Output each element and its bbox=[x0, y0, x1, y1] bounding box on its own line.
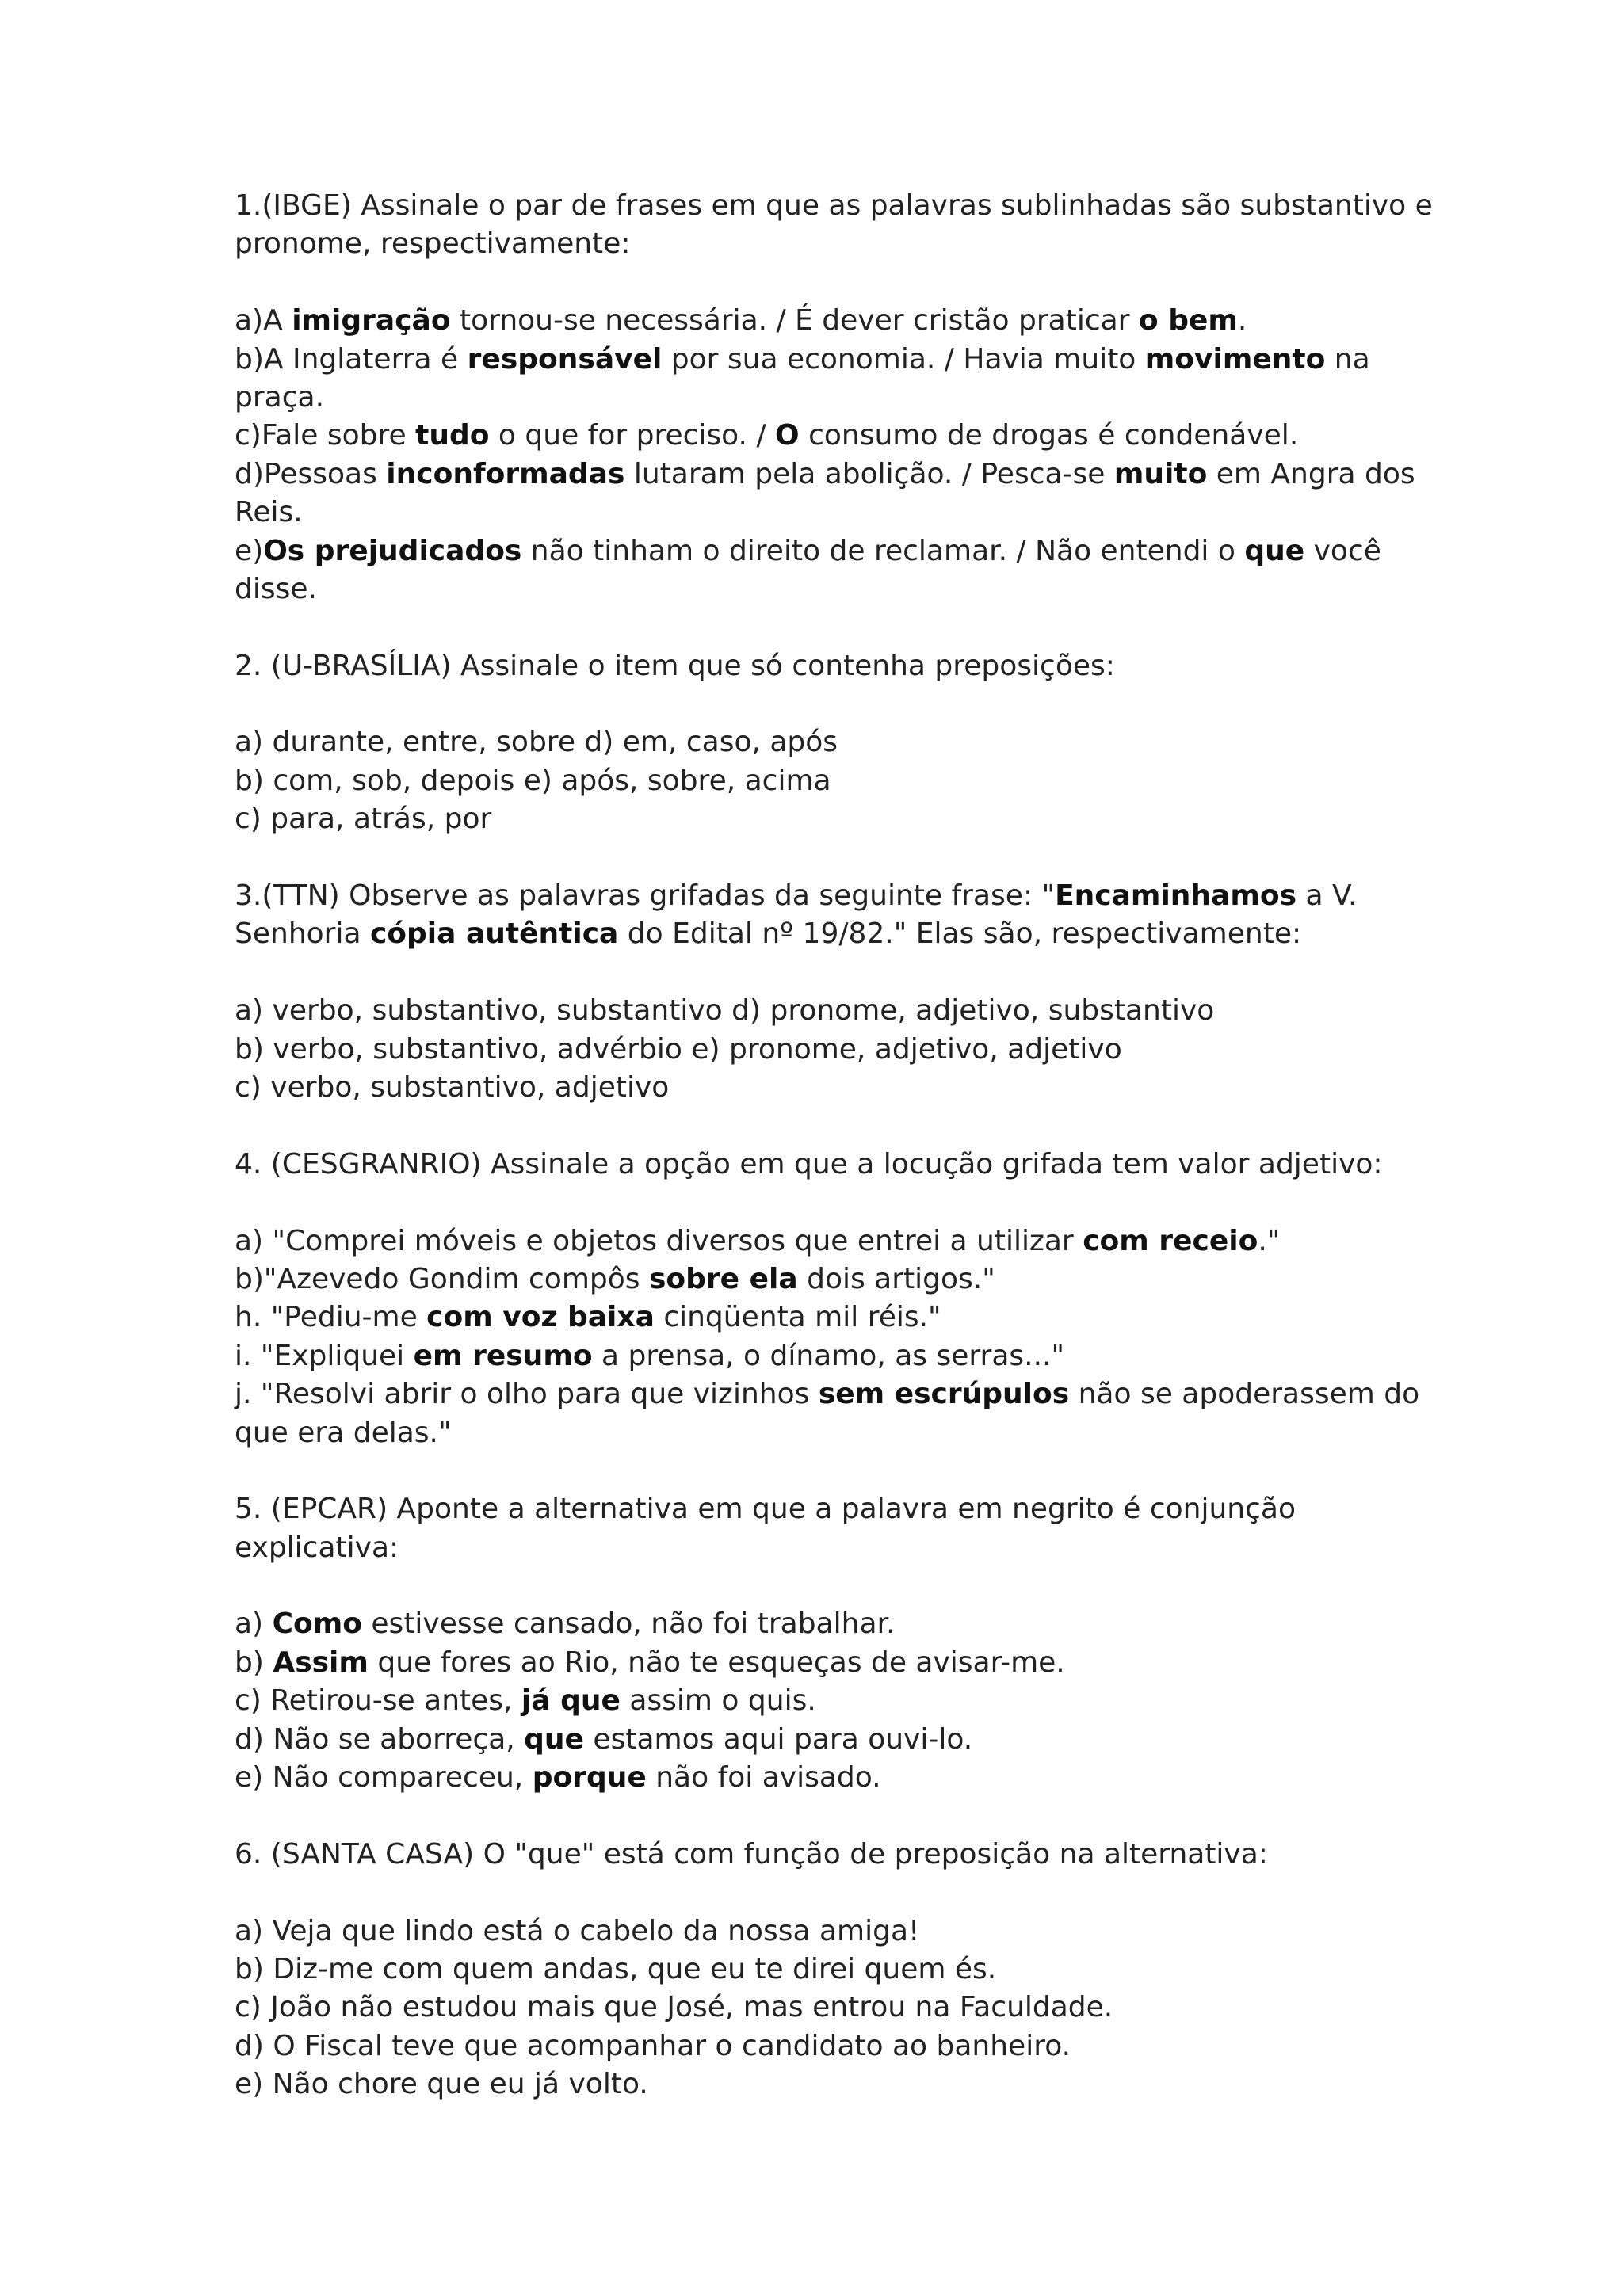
question-6-option-e: e) Não chore que eu já volto. bbox=[235, 2068, 648, 2101]
question-6-option-c: c) João não estudou mais que José, mas entrou na Faculdade. bbox=[235, 1991, 1113, 2024]
question-4-option-a: a) "Comprei móveis e objetos diversos que entrei a utilizar com receio." bbox=[235, 1224, 1281, 1257]
question-5-stem-line-1: 5. (EPCAR) Aponte a alternativa em que a palavra em negrito é conjunção bbox=[235, 1493, 1296, 1526]
question-1-option-c: c)Fale sobre tudo o que for preciso. / O consumo de drogas é condenável. bbox=[235, 419, 1299, 452]
spacer bbox=[235, 954, 1423, 992]
question-5-option-b: b) Assim que fores ao Rio, não te esqueças de avisar-me. bbox=[235, 1646, 1065, 1679]
question-6-option-d: d) O Fiscal teve que acompanhar o candidato ao banheiro. bbox=[235, 2029, 1071, 2062]
question-5-option-e: e) Não compareceu, porque não foi avisado. bbox=[235, 1761, 881, 1794]
question-4-option-i: i. "Expliquei em resumo a prensa, o dínamo, as serras..." bbox=[235, 1339, 1065, 1372]
spacer bbox=[235, 264, 1423, 302]
question-6-stem: 6. (SANTA CASA) O "que" está com função de preposição na alternativa: bbox=[235, 1837, 1268, 1871]
question-3-stem-line-2: Senhoria cópia autêntica do Edital nº 19/82." Elas são, respectivamente: bbox=[235, 917, 1302, 951]
question-1-option-b-line-1: b)A Inglaterra é responsável por sua economia. / Havia muito movimento na bbox=[235, 342, 1370, 376]
question-4-option-b: b)"Azevedo Gondim compôs sobre ela dois artigos." bbox=[235, 1262, 995, 1295]
spacer bbox=[235, 1874, 1423, 1912]
question-4-option-j-line-2: que era delas." bbox=[235, 1416, 452, 1449]
spacer bbox=[235, 685, 1423, 723]
question-2-stem: 2. (U-BRASÍLIA) Assinale o item que só contenha preposições: bbox=[235, 649, 1115, 682]
question-2-options-line-1: a) durante, entre, sobre d) em, caso, após bbox=[235, 726, 838, 759]
question-2-options-line-3: c) para, atrás, por bbox=[235, 803, 492, 836]
spacer bbox=[235, 1107, 1423, 1145]
question-1-stem-line-2: pronome, respectivamente: bbox=[235, 227, 631, 261]
document-body bbox=[235, 187, 1433, 2104]
question-1-option-d-line-1: d)Pessoas inconformadas lutaram pela abolição. / Pesca-se muito em Angra dos bbox=[235, 457, 1415, 490]
spacer bbox=[235, 1567, 1423, 1605]
question-5-stem-line-2: explicativa: bbox=[235, 1531, 399, 1564]
question-1-option-d-line-2: Reis. bbox=[235, 496, 303, 529]
question-3-options-line-1: a) verbo, substantivo, substantivo d) pronome, adjetivo, substantivo bbox=[235, 994, 1215, 1028]
question-6-option-b: b) Diz-me com quem andas, que eu te direi quem és. bbox=[235, 1952, 997, 1985]
question-2-options-line-2: b) com, sob, depois e) após, sobre, acima bbox=[235, 764, 831, 797]
question-3-options-line-2: b) verbo, substantivo, advérbio e) pronome, adjetivo, adjetivo bbox=[235, 1032, 1122, 1066]
question-1-option-b-line-2: praça. bbox=[235, 380, 325, 414]
question-3-stem-line-1: 3.(TTN) Observe as palavras grifadas da seguinte frase: "Encaminhamos a V. bbox=[235, 879, 1358, 913]
question-5-option-d: d) Não se aborreça, que estamos aqui para ouvi-lo. bbox=[235, 1722, 973, 1756]
question-4-option-j-line-1: j. "Resolvi abrir o olho para que vizinhos sem escrúpulos não se apoderassem do bbox=[235, 1378, 1420, 1411]
question-1-option-e-line-1: e)Os prejudicados não tinham o direito de reclamar. / Não entendi o que você bbox=[235, 534, 1381, 567]
question-1-stem-line-1: 1.(IBGE) Assinale o par de frases em que as palavras sublinhadas são substantivo e bbox=[235, 189, 1433, 222]
spacer bbox=[235, 839, 1423, 877]
question-4-stem: 4. (CESGRANRIO) Assinale a opção em que a locução grifada tem valor adjetivo: bbox=[235, 1147, 1383, 1180]
question-6-option-a: a) Veja que lindo está o cabelo da nossa amiga! bbox=[235, 1914, 920, 1947]
spacer bbox=[235, 1184, 1423, 1222]
spacer bbox=[235, 1452, 1423, 1490]
question-1-option-e-line-2: disse. bbox=[235, 572, 317, 605]
question-3-options-line-3: c) verbo, substantivo, adjetivo bbox=[235, 1070, 670, 1104]
question-1-option-a: a)A imigração tornou-se necessária. / É dever cristão praticar o bem. bbox=[235, 304, 1247, 338]
spacer bbox=[235, 608, 1423, 646]
question-4-option-h: h. "Pediu-me com voz baixa cinqüenta mil réis." bbox=[235, 1301, 941, 1334]
question-5-option-c: c) Retirou-se antes, já que assim o quis. bbox=[235, 1684, 816, 1718]
spacer bbox=[235, 1797, 1423, 1835]
question-5-option-a: a) Como estivesse cansado, não foi trabalhar. bbox=[235, 1608, 896, 1641]
